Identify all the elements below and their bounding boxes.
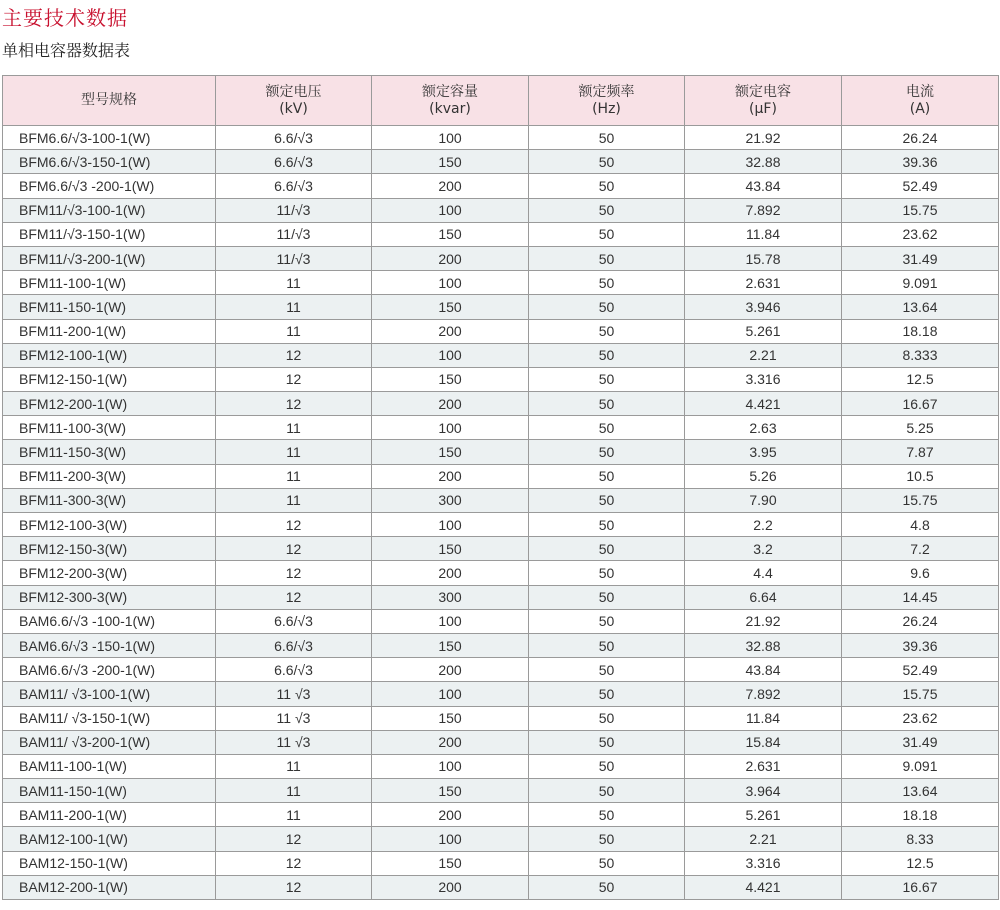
rated-capacitance-cell: 3.946 bbox=[685, 295, 842, 319]
column-header-rated-capacity bbox=[372, 76, 529, 126]
current-cell: 12.5 bbox=[842, 367, 999, 391]
current-cell: 9.091 bbox=[842, 754, 999, 778]
header-label: 型号规格 bbox=[81, 92, 137, 108]
model-cell: BFM11-300-3(W) bbox=[3, 488, 216, 512]
rated-capacity-cell: 150 bbox=[372, 779, 529, 803]
rated-capacity-cell: 100 bbox=[372, 513, 529, 537]
rated-voltage-cell: 12 bbox=[216, 585, 372, 609]
rated-voltage-cell: 12 bbox=[216, 343, 372, 367]
table-row bbox=[3, 682, 999, 706]
rated-frequency-cell: 50 bbox=[529, 754, 685, 778]
model-cell: BFM11/√3-150-1(W) bbox=[3, 222, 216, 246]
rated-capacitance-cell: 4.4 bbox=[685, 561, 842, 585]
table-row bbox=[3, 126, 999, 150]
rated-capacitance-cell: 21.92 bbox=[685, 126, 842, 150]
rated-capacity-cell: 300 bbox=[372, 488, 529, 512]
model-cell: BFM12-300-3(W) bbox=[3, 585, 216, 609]
rated-capacity-cell: 200 bbox=[372, 658, 529, 682]
table-body bbox=[3, 126, 999, 900]
rated-capacitance-cell: 21.92 bbox=[685, 609, 842, 633]
header-row bbox=[3, 76, 999, 126]
model-cell: BFM11-150-3(W) bbox=[3, 440, 216, 464]
rated-capacity-cell: 200 bbox=[372, 803, 529, 827]
rated-capacity-cell: 100 bbox=[372, 754, 529, 778]
table-row bbox=[3, 174, 999, 198]
rated-capacity-cell: 150 bbox=[372, 440, 529, 464]
rated-frequency-cell: 50 bbox=[529, 464, 685, 488]
column-header-current bbox=[842, 76, 999, 126]
rated-capacitance-cell: 32.88 bbox=[685, 150, 842, 174]
model-cell: BAM11-100-1(W) bbox=[3, 754, 216, 778]
model-cell: BFM12-100-1(W) bbox=[3, 343, 216, 367]
table-row bbox=[3, 198, 999, 222]
capacitor-data-table bbox=[2, 75, 999, 900]
current-cell: 15.75 bbox=[842, 488, 999, 512]
table-row bbox=[3, 464, 999, 488]
rated-capacitance-cell: 32.88 bbox=[685, 633, 842, 657]
current-cell: 9.091 bbox=[842, 271, 999, 295]
current-cell: 9.6 bbox=[842, 561, 999, 585]
rated-frequency-cell: 50 bbox=[529, 730, 685, 754]
rated-voltage-cell: 11 bbox=[216, 440, 372, 464]
current-cell: 26.24 bbox=[842, 126, 999, 150]
rated-frequency-cell: 50 bbox=[529, 126, 685, 150]
table-row bbox=[3, 658, 999, 682]
table-row bbox=[3, 319, 999, 343]
rated-capacitance-cell: 2.631 bbox=[685, 271, 842, 295]
rated-voltage-cell: 6.6/√3 bbox=[216, 609, 372, 633]
column-header-rated-capacitance bbox=[685, 76, 842, 126]
model-cell: BAM11-200-1(W) bbox=[3, 803, 216, 827]
table-row bbox=[3, 875, 999, 899]
rated-capacity-cell: 150 bbox=[372, 706, 529, 730]
rated-frequency-cell: 50 bbox=[529, 682, 685, 706]
rated-capacitance-cell: 2.63 bbox=[685, 416, 842, 440]
rated-capacity-cell: 150 bbox=[372, 633, 529, 657]
model-cell: BAM11/ √3-100-1(W) bbox=[3, 682, 216, 706]
header-label: 额定容量 bbox=[422, 83, 478, 100]
rated-capacity-cell: 300 bbox=[372, 585, 529, 609]
rated-capacity-cell: 100 bbox=[372, 609, 529, 633]
rated-capacitance-cell: 11.84 bbox=[685, 706, 842, 730]
rated-frequency-cell: 50 bbox=[529, 779, 685, 803]
column-header-model bbox=[3, 76, 216, 126]
table-row bbox=[3, 537, 999, 561]
current-cell: 12.5 bbox=[842, 851, 999, 875]
model-cell: BFM12-150-3(W) bbox=[3, 537, 216, 561]
rated-capacity-cell: 200 bbox=[372, 246, 529, 270]
table-row bbox=[3, 779, 999, 803]
rated-voltage-cell: 12 bbox=[216, 537, 372, 561]
model-cell: BAM11/ √3-200-1(W) bbox=[3, 730, 216, 754]
rated-frequency-cell: 50 bbox=[529, 803, 685, 827]
rated-frequency-cell: 50 bbox=[529, 875, 685, 899]
page-title: 主要技术数据 bbox=[2, 6, 128, 30]
model-cell: BFM11-200-3(W) bbox=[3, 464, 216, 488]
rated-capacitance-cell: 6.64 bbox=[685, 585, 842, 609]
model-cell: BFM11-150-1(W) bbox=[3, 295, 216, 319]
rated-capacitance-cell: 3.316 bbox=[685, 367, 842, 391]
header-label: 额定频率 bbox=[578, 83, 635, 100]
header-unit: (kvar) bbox=[429, 100, 471, 117]
rated-frequency-cell: 50 bbox=[529, 416, 685, 440]
table-row bbox=[3, 392, 999, 416]
rated-voltage-cell: 12 bbox=[216, 827, 372, 851]
rated-capacitance-cell: 15.78 bbox=[685, 246, 842, 270]
column-header-rated-frequency bbox=[529, 76, 685, 126]
rated-frequency-cell: 50 bbox=[529, 295, 685, 319]
header-label: 额定电容 bbox=[735, 83, 791, 100]
rated-capacitance-cell: 5.26 bbox=[685, 464, 842, 488]
rated-frequency-cell: 50 bbox=[529, 392, 685, 416]
rated-voltage-cell: 11 √3 bbox=[216, 706, 372, 730]
rated-capacity-cell: 150 bbox=[372, 295, 529, 319]
rated-capacity-cell: 200 bbox=[372, 730, 529, 754]
rated-capacity-cell: 100 bbox=[372, 126, 529, 150]
rated-voltage-cell: 11 √3 bbox=[216, 730, 372, 754]
model-cell: BAM6.6/√3 -150-1(W) bbox=[3, 633, 216, 657]
current-cell: 15.75 bbox=[842, 198, 999, 222]
rated-capacitance-cell: 3.2 bbox=[685, 537, 842, 561]
current-cell: 18.18 bbox=[842, 803, 999, 827]
rated-capacitance-cell: 3.316 bbox=[685, 851, 842, 875]
current-cell: 13.64 bbox=[842, 779, 999, 803]
rated-capacitance-cell: 7.90 bbox=[685, 488, 842, 512]
model-cell: BFM11/√3-100-1(W) bbox=[3, 198, 216, 222]
current-cell: 16.67 bbox=[842, 392, 999, 416]
rated-frequency-cell: 50 bbox=[529, 440, 685, 464]
rated-voltage-cell: 11 bbox=[216, 271, 372, 295]
model-cell: BAM12-100-1(W) bbox=[3, 827, 216, 851]
rated-capacity-cell: 100 bbox=[372, 682, 529, 706]
rated-frequency-cell: 50 bbox=[529, 513, 685, 537]
header-unit: (kV) bbox=[279, 100, 308, 117]
model-cell: BFM12-150-1(W) bbox=[3, 367, 216, 391]
model-cell: BFM11-200-1(W) bbox=[3, 319, 216, 343]
rated-capacitance-cell: 4.421 bbox=[685, 392, 842, 416]
model-cell: BFM11-100-1(W) bbox=[3, 271, 216, 295]
rated-frequency-cell: 50 bbox=[529, 150, 685, 174]
rated-capacity-cell: 200 bbox=[372, 561, 529, 585]
rated-capacitance-cell: 2.631 bbox=[685, 754, 842, 778]
current-cell: 39.36 bbox=[842, 150, 999, 174]
rated-frequency-cell: 50 bbox=[529, 537, 685, 561]
table-row bbox=[3, 222, 999, 246]
rated-capacity-cell: 200 bbox=[372, 174, 529, 198]
table-row bbox=[3, 513, 999, 537]
rated-voltage-cell: 6.6/√3 bbox=[216, 174, 372, 198]
rated-capacity-cell: 200 bbox=[372, 875, 529, 899]
rated-capacitance-cell: 2.21 bbox=[685, 343, 842, 367]
table-row bbox=[3, 803, 999, 827]
rated-capacity-cell: 150 bbox=[372, 537, 529, 561]
table-row bbox=[3, 150, 999, 174]
rated-voltage-cell: 11 bbox=[216, 464, 372, 488]
rated-capacity-cell: 100 bbox=[372, 343, 529, 367]
current-cell: 23.62 bbox=[842, 222, 999, 246]
table-row bbox=[3, 367, 999, 391]
model-cell: BFM12-200-3(W) bbox=[3, 561, 216, 585]
model-cell: BFM12-200-1(W) bbox=[3, 392, 216, 416]
rated-voltage-cell: 6.6/√3 bbox=[216, 150, 372, 174]
rated-capacitance-cell: 15.84 bbox=[685, 730, 842, 754]
table-row bbox=[3, 585, 999, 609]
rated-voltage-cell: 11 bbox=[216, 754, 372, 778]
table-row bbox=[3, 416, 999, 440]
model-cell: BAM6.6/√3 -100-1(W) bbox=[3, 609, 216, 633]
model-cell: BFM11/√3-200-1(W) bbox=[3, 246, 216, 270]
current-cell: 13.64 bbox=[842, 295, 999, 319]
rated-frequency-cell: 50 bbox=[529, 319, 685, 343]
header-unit: (Hz) bbox=[592, 100, 621, 117]
table-subtitle: 单相电容器数据表 bbox=[2, 41, 131, 60]
rated-voltage-cell: 11/√3 bbox=[216, 246, 372, 270]
model-cell: BAM6.6/√3 -200-1(W) bbox=[3, 658, 216, 682]
rated-capacity-cell: 200 bbox=[372, 464, 529, 488]
current-cell: 26.24 bbox=[842, 609, 999, 633]
table-row bbox=[3, 851, 999, 875]
rated-frequency-cell: 50 bbox=[529, 343, 685, 367]
model-cell: BFM6.6/√3-100-1(W) bbox=[3, 126, 216, 150]
current-cell: 4.8 bbox=[842, 513, 999, 537]
table-row bbox=[3, 730, 999, 754]
rated-frequency-cell: 50 bbox=[529, 246, 685, 270]
rated-capacity-cell: 150 bbox=[372, 851, 529, 875]
rated-voltage-cell: 12 bbox=[216, 851, 372, 875]
rated-capacity-cell: 100 bbox=[372, 271, 529, 295]
rated-voltage-cell: 12 bbox=[216, 561, 372, 585]
current-cell: 14.45 bbox=[842, 585, 999, 609]
rated-capacitance-cell: 43.84 bbox=[685, 658, 842, 682]
table-row bbox=[3, 440, 999, 464]
table-row bbox=[3, 246, 999, 270]
model-cell: BAM11/ √3-150-1(W) bbox=[3, 706, 216, 730]
rated-voltage-cell: 11 bbox=[216, 803, 372, 827]
current-cell: 15.75 bbox=[842, 682, 999, 706]
rated-voltage-cell: 12 bbox=[216, 875, 372, 899]
table-row bbox=[3, 706, 999, 730]
rated-voltage-cell: 12 bbox=[216, 367, 372, 391]
header-label: 电流 bbox=[906, 83, 934, 100]
rated-capacity-cell: 150 bbox=[372, 150, 529, 174]
rated-frequency-cell: 50 bbox=[529, 851, 685, 875]
table-row bbox=[3, 271, 999, 295]
table-row bbox=[3, 609, 999, 633]
current-cell: 10.5 bbox=[842, 464, 999, 488]
rated-frequency-cell: 50 bbox=[529, 488, 685, 512]
rated-frequency-cell: 50 bbox=[529, 222, 685, 246]
rated-frequency-cell: 50 bbox=[529, 827, 685, 851]
rated-frequency-cell: 50 bbox=[529, 706, 685, 730]
current-cell: 31.49 bbox=[842, 246, 999, 270]
rated-capacitance-cell: 5.261 bbox=[685, 319, 842, 343]
rated-voltage-cell: 11 bbox=[216, 295, 372, 319]
rated-voltage-cell: 11 bbox=[216, 319, 372, 343]
rated-capacity-cell: 100 bbox=[372, 827, 529, 851]
rated-frequency-cell: 50 bbox=[529, 609, 685, 633]
model-cell: BAM12-150-1(W) bbox=[3, 851, 216, 875]
rated-voltage-cell: 11/√3 bbox=[216, 222, 372, 246]
current-cell: 16.67 bbox=[842, 875, 999, 899]
rated-capacitance-cell: 3.964 bbox=[685, 779, 842, 803]
current-cell: 39.36 bbox=[842, 633, 999, 657]
rated-capacitance-cell: 4.421 bbox=[685, 875, 842, 899]
rated-frequency-cell: 50 bbox=[529, 561, 685, 585]
column-header-rated-voltage bbox=[216, 76, 372, 126]
rated-capacitance-cell: 7.892 bbox=[685, 198, 842, 222]
rated-voltage-cell: 6.6/√3 bbox=[216, 126, 372, 150]
rated-capacity-cell: 200 bbox=[372, 319, 529, 343]
rated-voltage-cell: 11 bbox=[216, 779, 372, 803]
rated-voltage-cell: 6.6/√3 bbox=[216, 658, 372, 682]
rated-capacitance-cell: 43.84 bbox=[685, 174, 842, 198]
table-row bbox=[3, 633, 999, 657]
current-cell: 5.25 bbox=[842, 416, 999, 440]
header-unit: (A) bbox=[909, 100, 931, 117]
model-cell: BFM6.6/√3-150-1(W) bbox=[3, 150, 216, 174]
rated-voltage-cell: 12 bbox=[216, 392, 372, 416]
rated-capacitance-cell: 7.892 bbox=[685, 682, 842, 706]
current-cell: 7.2 bbox=[842, 537, 999, 561]
rated-capacitance-cell: 5.261 bbox=[685, 803, 842, 827]
rated-frequency-cell: 50 bbox=[529, 367, 685, 391]
rated-frequency-cell: 50 bbox=[529, 585, 685, 609]
rated-voltage-cell: 6.6/√3 bbox=[216, 633, 372, 657]
rated-capacitance-cell: 2.2 bbox=[685, 513, 842, 537]
rated-voltage-cell: 11/√3 bbox=[216, 198, 372, 222]
rated-frequency-cell: 50 bbox=[529, 174, 685, 198]
current-cell: 7.87 bbox=[842, 440, 999, 464]
rated-capacity-cell: 100 bbox=[372, 198, 529, 222]
table-row bbox=[3, 343, 999, 367]
rated-capacitance-cell: 11.84 bbox=[685, 222, 842, 246]
rated-frequency-cell: 50 bbox=[529, 658, 685, 682]
table-row bbox=[3, 488, 999, 512]
rated-frequency-cell: 50 bbox=[529, 198, 685, 222]
rated-frequency-cell: 50 bbox=[529, 271, 685, 295]
current-cell: 52.49 bbox=[842, 658, 999, 682]
header-unit: (μF) bbox=[749, 100, 777, 117]
rated-capacitance-cell: 3.95 bbox=[685, 440, 842, 464]
model-cell: BAM12-200-1(W) bbox=[3, 875, 216, 899]
current-cell: 52.49 bbox=[842, 174, 999, 198]
table-row bbox=[3, 754, 999, 778]
model-cell: BFM6.6/√3 -200-1(W) bbox=[3, 174, 216, 198]
current-cell: 8.333 bbox=[842, 343, 999, 367]
rated-voltage-cell: 12 bbox=[216, 513, 372, 537]
model-cell: BFM12-100-3(W) bbox=[3, 513, 216, 537]
rated-capacitance-cell: 2.21 bbox=[685, 827, 842, 851]
current-cell: 8.33 bbox=[842, 827, 999, 851]
rated-capacity-cell: 100 bbox=[372, 416, 529, 440]
header-label: 额定电压 bbox=[265, 83, 322, 100]
model-cell: BAM11-150-1(W) bbox=[3, 779, 216, 803]
table-row bbox=[3, 827, 999, 851]
rated-capacity-cell: 150 bbox=[372, 222, 529, 246]
rated-capacity-cell: 200 bbox=[372, 392, 529, 416]
current-cell: 31.49 bbox=[842, 730, 999, 754]
rated-voltage-cell: 11 bbox=[216, 488, 372, 512]
rated-frequency-cell: 50 bbox=[529, 633, 685, 657]
rated-voltage-cell: 11 bbox=[216, 416, 372, 440]
current-cell: 18.18 bbox=[842, 319, 999, 343]
model-cell: BFM11-100-3(W) bbox=[3, 416, 216, 440]
rated-capacity-cell: 150 bbox=[372, 367, 529, 391]
current-cell: 23.62 bbox=[842, 706, 999, 730]
table-row bbox=[3, 561, 999, 585]
table-row bbox=[3, 295, 999, 319]
rated-voltage-cell: 11 √3 bbox=[216, 682, 372, 706]
